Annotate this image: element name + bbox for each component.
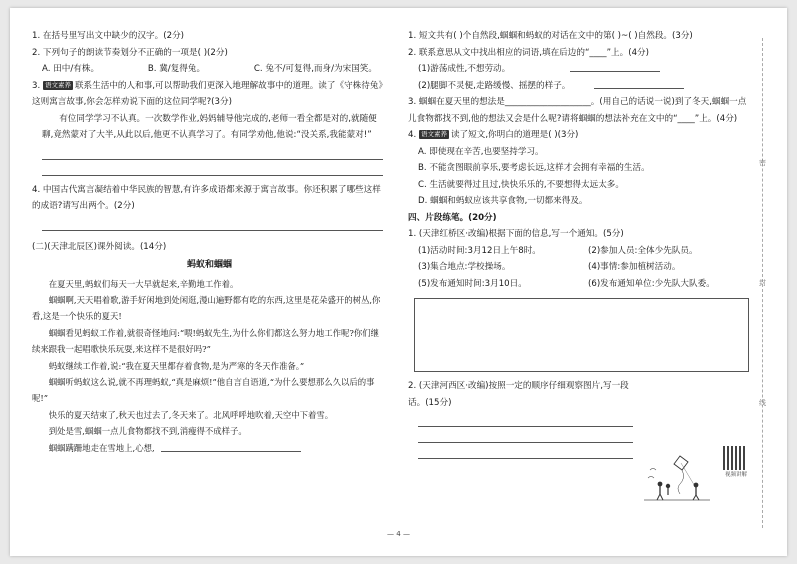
exam-sheet <box>10 8 787 556</box>
answer-line <box>418 411 633 427</box>
notice-info: (6)发布通知单位:少先队大队委。 <box>588 278 715 289</box>
r-question-4: 4. 语文素养 读了短文,你明白的道理是( )(3分) <box>408 130 579 140</box>
story-text <box>32 276 387 456</box>
r4-option-c: C. 生活就要得过且过,快快乐乐的,不要想得太远太多。 <box>418 179 624 190</box>
option-a: A. 田中/有株。 <box>42 64 100 74</box>
qr-caption: 视频讲解 <box>724 472 747 478</box>
r-question-2a <box>408 61 753 78</box>
question-4: 4. 中国古代寓言凝结着中华民族的智慧,有许多成语都来源于寓言故事。你还积累了哪些这样的成语?请写出两个。(2分) <box>32 184 381 211</box>
page-number: — 4 — <box>387 530 410 538</box>
story-paragraph: 蚂蚁继续工作着,说:“我在夏天里都存着食物,是为严寒的冬天作准备。” <box>48 360 305 371</box>
r-question-2b <box>408 78 753 95</box>
answer-line <box>42 160 383 176</box>
answer-line <box>42 144 383 160</box>
notice-info: (1)活动时间:3月12日上午8时。 <box>418 245 541 256</box>
r-question-3: 3. 蝈蝈在夏天里的想法是____________________。(用自己的话说一说)到了冬天,蝈蝈一点儿食物都找不到,他的想法又会是什么呢?请将蝈蝈的想法补充在文中的“____”上。(4分) <box>408 97 747 124</box>
question-3-text: 联系生活中的人和事,可以帮助我们更深入地理解故事中的道理。读了《守株待兔》这则寓言故事,你会怎样劝说下面的这位同学呢?(3分) <box>32 80 383 107</box>
answer-blank <box>594 79 684 89</box>
notice-info-row <box>408 259 753 276</box>
section-2-heading: (二)(天津北辰区)课外阅读。(14分) <box>32 241 167 252</box>
answer-blank <box>161 442 301 452</box>
seal-mark: 密 <box>759 159 766 167</box>
r-question-2a-text: (1)游荡成性,不想劳动。 <box>418 64 511 74</box>
answer-line <box>42 215 383 231</box>
r4-option-a: A. 即使现在辛苦,也要坚持学习。 <box>418 146 544 157</box>
r-question-1: 1. 短文共有( )个自然段,蝈蝈和蚂蚁的对话在文中的第( )~( )自然段。(3分) <box>408 31 693 41</box>
r-question-2: 2. 联系意思从文中找出相应的词语,填在后边的“____”上。(4分) <box>408 47 649 58</box>
notice-writing-box[interactable] <box>414 298 749 372</box>
question-1: 1. 在括号里写出文中缺少的汉字。(2分) <box>32 31 185 41</box>
notice-info: (3)集合地点:学校操场。 <box>418 262 511 272</box>
r-question-4-text: 读了短文,你明白的道理是( )(3分) <box>450 130 579 140</box>
answer-blank <box>570 62 660 72</box>
seal-mark: 线 <box>759 399 766 407</box>
story-last-line: 蝈蝈蹒跚地走在雪地上,心想, <box>48 442 155 453</box>
right-column <box>408 28 753 478</box>
r4-option-b: B. 不能贪图眼前享乐,要考虑长远,这样才会拥有幸福的生活。 <box>418 163 650 173</box>
r-question-2b-text: (2)腿脚不灵便,走路缓慢、摇摆的样子。 <box>418 80 571 91</box>
notice-info: (4)事情:参加植树活动。 <box>588 262 681 272</box>
writing-2: 2. (天津河西区·改编)按照一定的顺序仔细观察图片,写一段话。(15分) <box>408 381 629 408</box>
story-paragraph: 在夏天里,蚂蚁们每天一大早就起来,辛勤地工作着。 <box>48 278 239 289</box>
story-paragraph: 蝈蝈听蚂蚁这么说,就不再理蚂蚁,“真是麻烦!”他自言自语道,“为什么要想那么久以后的事呢!” <box>32 376 375 404</box>
seal-line <box>759 38 766 528</box>
notice-info-row <box>408 276 753 293</box>
notice-info-row <box>408 243 753 260</box>
literacy-tag: 语文素养 <box>44 80 71 89</box>
option-b: B. 冀/复得兔。 <box>147 64 206 74</box>
answer-line <box>418 443 633 459</box>
left-column <box>32 28 387 456</box>
question-2-options <box>32 61 387 78</box>
notice-info: (5)发布通知时间:3月10日。 <box>418 278 527 289</box>
question-3: 3. 语文素养 联系生活中的人和事,可以帮助我们更深入地理解故事中的道理。读了《守株待兔》这则寓言故事,你会怎样劝说下面的这位同学呢?(3分) <box>32 80 383 107</box>
question-2: 2. 下列句子的朗读节奏划分不正确的一项是( )(2分) <box>32 47 228 58</box>
question-3-case: 有位同学学习不认真。一次数学作业,妈妈辅导他完成的,老师一看全都是对的,就随便聊,竟然蒙对了大半,从此以后,他更不认真学习了。有同学劝他,他说:“没关系,我能蒙对!” <box>42 113 377 140</box>
section-4-heading: 四、片段练笔。(20分) <box>408 212 497 223</box>
story-paragraph <box>32 440 387 456</box>
qr-code-icon <box>723 446 747 470</box>
r4-option-d: D. 蝈蝈和蚂蚁应该共享食物,一切都来得及。 <box>418 196 588 206</box>
writing-1: 1. (天津红桥区·改编)根据下面的信息,写一个通知。(5分) <box>408 229 624 239</box>
story-paragraph: 快乐的夏天结束了,秋天也过去了,冬天来了。北风呼呼地吹着,天空中下着雪。 <box>48 409 334 420</box>
kite-scene-image <box>640 448 712 508</box>
seal-mark: 封 <box>759 279 766 287</box>
literacy-tag: 语文素养 <box>420 130 447 138</box>
answer-line <box>418 427 633 443</box>
notice-info: (2)参加人员:全体少先队员。 <box>588 245 698 256</box>
story-paragraph: 蝈蝈看见蚂蚁工作着,就很奇怪地问:“喂!蚂蚁先生,为什么你们都这么努力地工作呢?你们继续来跟我一起唱歌快乐玩耍,来这样不是很好吗?” <box>32 327 379 355</box>
option-c: C. 兔不/可复得,而身/为宋国笑。 <box>253 64 377 74</box>
story-paragraph: 到处是雪,蝈蝈一点儿食物都找不到,消瘦得不成样子。 <box>48 426 247 437</box>
story-title: 蚂蚁和蝈蝈 <box>186 260 232 270</box>
story-paragraph: 蝈蝈啊,天天唱着歌,游手好闲地到处闲逛,漫山遍野都有吃的东西,这里是花朵盛开的树丛,你看,这是一个快乐的夏天! <box>32 294 381 322</box>
